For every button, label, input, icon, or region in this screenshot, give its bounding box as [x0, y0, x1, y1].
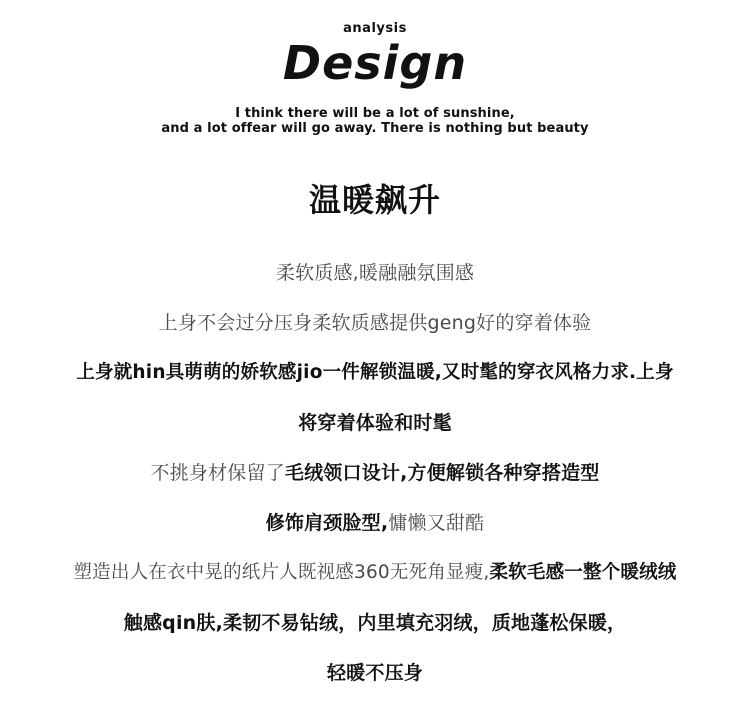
description-text-bold: 轻暖不压身 — [326, 662, 423, 684]
description-text-bold: 将穿着体验和时髦 — [298, 412, 452, 434]
description-text-bold: 触感qin肤,柔韧不易钻绒，内里填充羽绒，质地蓬松保暖， — [123, 612, 627, 634]
description-line — [0, 508, 750, 535]
analysis-label: analysis — [343, 21, 407, 36]
description-text: 塑造出人在衣中晃的纸片人既视感360无死角显瘦, — [73, 562, 490, 583]
description-text-bold: 修饰肩颈脸型, — [265, 512, 389, 534]
description-text: 慵懒又甜酷 — [388, 512, 485, 534]
page-title: 温暖飙升 — [308, 181, 441, 219]
description-text-bold: 柔软毛感一整个暖绒绒 — [489, 562, 677, 583]
description-line — [0, 408, 750, 435]
description-line — [0, 658, 750, 685]
design-heading: Design — [282, 36, 468, 90]
description-text: 不挑身材保留了 — [150, 462, 285, 484]
tagline-line-1: I think there will be a lot of sunshine, — [235, 106, 515, 121]
description-line — [0, 608, 750, 635]
description-line — [0, 258, 750, 285]
description-line — [0, 458, 750, 485]
description-line — [0, 558, 750, 584]
description-text-bold: 毛绒领口设计,方便解锁各种穿搭造型 — [284, 462, 600, 484]
description-line — [0, 358, 750, 384]
tagline-line-2: and a lot offear will go away. There is nothing but beauty — [161, 121, 589, 136]
description-text: 上身不会过分压身柔软质感提供geng好的穿着体验 — [158, 312, 592, 334]
description-text-bold: 上身就hin具萌萌的娇软感jio一件解锁温暖,又时髦的穿衣风格力求.上身 — [76, 362, 674, 383]
description-text: 柔软质感,暖融融氛围感 — [275, 262, 475, 284]
description-line — [0, 308, 750, 335]
